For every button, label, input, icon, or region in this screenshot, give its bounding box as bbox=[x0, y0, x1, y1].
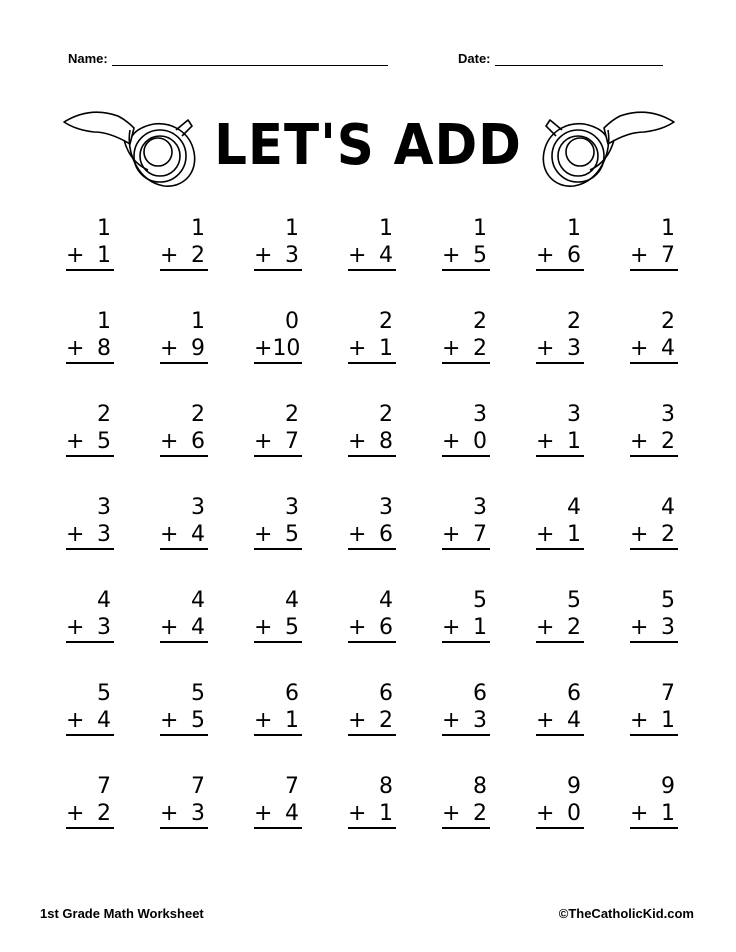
plus-operator: + bbox=[442, 522, 461, 547]
plus-operator: + bbox=[536, 429, 555, 454]
top-addend: 6 bbox=[473, 681, 487, 706]
bottom-addend: 0 bbox=[567, 801, 581, 826]
bottom-addend: 7 bbox=[661, 243, 675, 268]
bottom-addend: 0 bbox=[473, 429, 487, 454]
addition-problem bbox=[630, 309, 678, 402]
plus-operator: + bbox=[348, 801, 367, 826]
bottom-addend: 8 bbox=[97, 336, 111, 361]
answer-line[interactable] bbox=[442, 521, 490, 550]
addition-problem bbox=[442, 774, 490, 867]
problem-grid bbox=[56, 216, 700, 867]
addition-problem bbox=[630, 681, 678, 774]
bottom-addend: 3 bbox=[661, 615, 675, 640]
date-label: Date: bbox=[458, 51, 491, 66]
answer-line[interactable] bbox=[66, 800, 114, 829]
top-addend: 2 bbox=[191, 402, 205, 427]
answer-line[interactable] bbox=[442, 800, 490, 829]
answer-line[interactable] bbox=[160, 335, 208, 364]
addition-problem bbox=[536, 588, 584, 681]
addition-problem bbox=[536, 309, 584, 402]
plus-operator: + bbox=[66, 429, 85, 454]
bottom-addend: 2 bbox=[97, 801, 111, 826]
footer-site-credit: ©TheCatholicKid.com bbox=[558, 906, 694, 921]
top-addend: 4 bbox=[191, 588, 205, 613]
answer-line[interactable] bbox=[442, 614, 490, 643]
addition-problem bbox=[254, 309, 302, 402]
bottom-addend: 2 bbox=[661, 522, 675, 547]
bottom-addend: 3 bbox=[97, 522, 111, 547]
top-addend: 5 bbox=[567, 588, 581, 613]
top-addend: 1 bbox=[473, 216, 487, 241]
answer-line[interactable] bbox=[536, 707, 584, 736]
bottom-addend: 2 bbox=[567, 615, 581, 640]
bottom-addend: 1 bbox=[473, 615, 487, 640]
top-addend: 9 bbox=[567, 774, 581, 799]
plus-operator: + bbox=[254, 801, 273, 826]
plus-operator: + bbox=[254, 429, 273, 454]
top-addend: 2 bbox=[661, 309, 675, 334]
answer-line[interactable] bbox=[536, 800, 584, 829]
plus-operator: + bbox=[630, 708, 649, 733]
addition-problem bbox=[536, 681, 584, 774]
answer-line[interactable] bbox=[630, 428, 678, 457]
bottom-addend: 3 bbox=[567, 336, 581, 361]
addition-problem bbox=[536, 216, 584, 309]
bottom-addend: 9 bbox=[191, 336, 205, 361]
addition-problem bbox=[254, 495, 302, 588]
answer-line[interactable] bbox=[442, 707, 490, 736]
plus-operator: + bbox=[348, 243, 367, 268]
answer-line[interactable] bbox=[66, 428, 114, 457]
answer-line[interactable] bbox=[630, 521, 678, 550]
plus-operator: + bbox=[442, 243, 461, 268]
answer-line[interactable] bbox=[442, 242, 490, 271]
plus-operator: + bbox=[160, 708, 179, 733]
page-title: LET'S ADD bbox=[214, 113, 522, 178]
top-addend: 1 bbox=[97, 216, 111, 241]
top-addend: 8 bbox=[473, 774, 487, 799]
answer-line[interactable] bbox=[66, 707, 114, 736]
top-addend: 3 bbox=[379, 495, 393, 520]
addition-problem bbox=[348, 495, 396, 588]
addition-problem bbox=[66, 402, 114, 495]
addition-problem bbox=[348, 774, 396, 867]
top-addend: 2 bbox=[567, 309, 581, 334]
addition-problem bbox=[254, 681, 302, 774]
date-line[interactable] bbox=[495, 55, 663, 66]
answer-line[interactable] bbox=[254, 428, 302, 457]
addition-problem bbox=[630, 588, 678, 681]
top-addend: 2 bbox=[379, 402, 393, 427]
plus-operator: + bbox=[160, 522, 179, 547]
plus-operator: + bbox=[442, 801, 461, 826]
name-label: Name: bbox=[68, 51, 108, 66]
bottom-addend: 6 bbox=[191, 429, 205, 454]
plus-operator: + bbox=[66, 708, 85, 733]
addition-problem bbox=[254, 588, 302, 681]
top-addend: 5 bbox=[473, 588, 487, 613]
top-addend: 4 bbox=[285, 588, 299, 613]
top-addend: 7 bbox=[661, 681, 675, 706]
bottom-addend: 5 bbox=[473, 243, 487, 268]
addition-problem bbox=[442, 681, 490, 774]
top-addend: 1 bbox=[567, 216, 581, 241]
top-addend: 5 bbox=[191, 681, 205, 706]
plus-operator: + bbox=[348, 708, 367, 733]
plus-operator: + bbox=[348, 615, 367, 640]
answer-line[interactable] bbox=[160, 242, 208, 271]
bottom-addend: 4 bbox=[285, 801, 299, 826]
answer-line[interactable] bbox=[160, 707, 208, 736]
top-addend: 7 bbox=[97, 774, 111, 799]
bottom-addend: 7 bbox=[473, 522, 487, 547]
addition-problem bbox=[630, 402, 678, 495]
answer-line[interactable] bbox=[160, 428, 208, 457]
addition-problem bbox=[66, 309, 114, 402]
answer-line[interactable] bbox=[348, 707, 396, 736]
horn-icon bbox=[540, 100, 678, 194]
bottom-addend: 7 bbox=[285, 429, 299, 454]
answer-line[interactable] bbox=[536, 335, 584, 364]
addition-problem bbox=[160, 588, 208, 681]
answer-line[interactable] bbox=[348, 242, 396, 271]
answer-line[interactable] bbox=[630, 614, 678, 643]
bottom-addend: 1 bbox=[379, 801, 393, 826]
plus-operator: + bbox=[66, 615, 85, 640]
plus-operator: + bbox=[254, 708, 273, 733]
addition-problem bbox=[160, 402, 208, 495]
top-addend: 5 bbox=[661, 588, 675, 613]
answer-line[interactable] bbox=[160, 521, 208, 550]
addition-problem bbox=[442, 402, 490, 495]
plus-operator: + bbox=[630, 615, 649, 640]
plus-operator: + bbox=[536, 801, 555, 826]
addition-problem bbox=[630, 774, 678, 867]
top-addend: 1 bbox=[191, 309, 205, 334]
addition-problem bbox=[442, 588, 490, 681]
plus-operator: + bbox=[66, 801, 85, 826]
top-addend: 7 bbox=[285, 774, 299, 799]
plus-operator: + bbox=[254, 336, 273, 361]
plus-operator: + bbox=[442, 615, 461, 640]
bottom-addend: 6 bbox=[379, 615, 393, 640]
answer-line[interactable] bbox=[536, 521, 584, 550]
plus-operator: + bbox=[442, 708, 461, 733]
top-addend: 2 bbox=[473, 309, 487, 334]
bottom-addend: 5 bbox=[285, 522, 299, 547]
addition-problem bbox=[160, 216, 208, 309]
answer-line[interactable] bbox=[254, 614, 302, 643]
plus-operator: + bbox=[536, 243, 555, 268]
bottom-addend: 2 bbox=[661, 429, 675, 454]
addition-problem bbox=[254, 402, 302, 495]
addition-problem bbox=[348, 216, 396, 309]
addition-problem bbox=[160, 774, 208, 867]
plus-operator: + bbox=[348, 336, 367, 361]
plus-operator: + bbox=[442, 336, 461, 361]
bottom-addend: 1 bbox=[379, 336, 393, 361]
bottom-addend: 4 bbox=[191, 615, 205, 640]
answer-line[interactable] bbox=[254, 335, 302, 364]
addition-problem bbox=[348, 402, 396, 495]
bottom-addend: 3 bbox=[191, 801, 205, 826]
plus-operator: + bbox=[442, 429, 461, 454]
top-addend: 3 bbox=[567, 402, 581, 427]
top-addend: 4 bbox=[567, 495, 581, 520]
plus-operator: + bbox=[630, 429, 649, 454]
plus-operator: + bbox=[160, 801, 179, 826]
answer-line[interactable] bbox=[348, 428, 396, 457]
plus-operator: + bbox=[160, 243, 179, 268]
top-addend: 7 bbox=[191, 774, 205, 799]
bottom-addend: 5 bbox=[285, 615, 299, 640]
addition-problem bbox=[66, 216, 114, 309]
plus-operator: + bbox=[630, 336, 649, 361]
answer-line[interactable] bbox=[442, 428, 490, 457]
bottom-addend: 1 bbox=[285, 708, 299, 733]
bottom-addend: 6 bbox=[567, 243, 581, 268]
bottom-addend: 1 bbox=[661, 801, 675, 826]
plus-operator: + bbox=[254, 522, 273, 547]
answer-line[interactable] bbox=[536, 242, 584, 271]
answer-line[interactable] bbox=[254, 800, 302, 829]
name-line[interactable] bbox=[112, 55, 388, 66]
addition-problem bbox=[536, 495, 584, 588]
top-addend: 1 bbox=[285, 216, 299, 241]
bottom-addend: 3 bbox=[285, 243, 299, 268]
bottom-addend: 2 bbox=[473, 336, 487, 361]
plus-operator: + bbox=[630, 243, 649, 268]
addition-problem bbox=[630, 216, 678, 309]
top-addend: 4 bbox=[379, 588, 393, 613]
bottom-addend: 6 bbox=[379, 522, 393, 547]
bottom-addend: 2 bbox=[379, 708, 393, 733]
answer-line[interactable] bbox=[348, 335, 396, 364]
answer-line[interactable] bbox=[160, 800, 208, 829]
addition-problem bbox=[536, 774, 584, 867]
top-addend: 2 bbox=[379, 309, 393, 334]
bottom-addend: 1 bbox=[567, 522, 581, 547]
top-addend: 3 bbox=[191, 495, 205, 520]
plus-operator: + bbox=[66, 243, 85, 268]
addition-problem bbox=[442, 216, 490, 309]
top-addend: 4 bbox=[661, 495, 675, 520]
answer-line[interactable] bbox=[536, 614, 584, 643]
top-addend: 3 bbox=[473, 402, 487, 427]
bottom-addend: 1 bbox=[567, 429, 581, 454]
addition-problem bbox=[630, 495, 678, 588]
addition-problem bbox=[442, 309, 490, 402]
addition-problem bbox=[442, 495, 490, 588]
top-addend: 3 bbox=[473, 495, 487, 520]
name-field[interactable] bbox=[68, 46, 388, 66]
plus-operator: + bbox=[536, 522, 555, 547]
plus-operator: + bbox=[160, 615, 179, 640]
answer-line[interactable] bbox=[630, 707, 678, 736]
addition-problem bbox=[160, 495, 208, 588]
plus-operator: + bbox=[348, 522, 367, 547]
top-addend: 1 bbox=[97, 309, 111, 334]
answer-line[interactable] bbox=[254, 521, 302, 550]
top-addend: 1 bbox=[661, 216, 675, 241]
answer-line[interactable] bbox=[348, 800, 396, 829]
answer-line[interactable] bbox=[442, 335, 490, 364]
plus-operator: + bbox=[536, 615, 555, 640]
bottom-addend: 1 bbox=[661, 708, 675, 733]
bottom-addend: 4 bbox=[97, 708, 111, 733]
answer-line[interactable] bbox=[630, 242, 678, 271]
top-addend: 0 bbox=[285, 309, 299, 334]
plus-operator: + bbox=[254, 615, 273, 640]
bottom-addend: 2 bbox=[473, 801, 487, 826]
top-addend: 4 bbox=[97, 588, 111, 613]
answer-line[interactable] bbox=[630, 335, 678, 364]
answer-line[interactable] bbox=[160, 614, 208, 643]
bottom-addend: 5 bbox=[97, 429, 111, 454]
date-field[interactable] bbox=[458, 46, 663, 66]
bottom-addend: 4 bbox=[567, 708, 581, 733]
bottom-addend: 4 bbox=[661, 336, 675, 361]
plus-operator: + bbox=[536, 336, 555, 361]
answer-line[interactable] bbox=[66, 614, 114, 643]
top-addend: 5 bbox=[97, 681, 111, 706]
bottom-addend: 5 bbox=[191, 708, 205, 733]
addition-problem bbox=[160, 681, 208, 774]
top-addend: 2 bbox=[285, 402, 299, 427]
addition-problem bbox=[254, 774, 302, 867]
plus-operator: + bbox=[630, 522, 649, 547]
top-addend: 6 bbox=[379, 681, 393, 706]
top-addend: 3 bbox=[97, 495, 111, 520]
addition-problem bbox=[66, 495, 114, 588]
answer-line[interactable] bbox=[254, 707, 302, 736]
top-addend: 1 bbox=[191, 216, 205, 241]
bottom-addend: 10 bbox=[272, 336, 301, 361]
plus-operator: + bbox=[160, 429, 179, 454]
plus-operator: + bbox=[160, 336, 179, 361]
plus-operator: + bbox=[630, 801, 649, 826]
answer-line[interactable] bbox=[630, 800, 678, 829]
addition-problem bbox=[254, 216, 302, 309]
answer-line[interactable] bbox=[66, 335, 114, 364]
plus-operator: + bbox=[536, 708, 555, 733]
answer-line[interactable] bbox=[66, 521, 114, 550]
addition-problem bbox=[66, 681, 114, 774]
answer-line[interactable] bbox=[348, 614, 396, 643]
addition-problem bbox=[160, 309, 208, 402]
answer-line[interactable] bbox=[66, 242, 114, 271]
addition-problem bbox=[536, 402, 584, 495]
bottom-addend: 1 bbox=[97, 243, 111, 268]
top-addend: 3 bbox=[661, 402, 675, 427]
bottom-addend: 4 bbox=[379, 243, 393, 268]
plus-operator: + bbox=[348, 429, 367, 454]
addition-problem bbox=[348, 309, 396, 402]
bottom-addend: 3 bbox=[473, 708, 487, 733]
bottom-addend: 4 bbox=[191, 522, 205, 547]
bottom-addend: 2 bbox=[191, 243, 205, 268]
bottom-addend: 8 bbox=[379, 429, 393, 454]
addition-problem bbox=[348, 588, 396, 681]
addition-problem bbox=[348, 681, 396, 774]
top-addend: 9 bbox=[661, 774, 675, 799]
plus-operator: + bbox=[254, 243, 273, 268]
addition-problem bbox=[66, 588, 114, 681]
top-addend: 2 bbox=[97, 402, 111, 427]
addition-problem bbox=[66, 774, 114, 867]
answer-line[interactable] bbox=[254, 242, 302, 271]
top-addend: 6 bbox=[285, 681, 299, 706]
bottom-addend: 3 bbox=[97, 615, 111, 640]
answer-line[interactable] bbox=[348, 521, 396, 550]
top-addend: 8 bbox=[379, 774, 393, 799]
top-addend: 3 bbox=[285, 495, 299, 520]
top-addend: 1 bbox=[379, 216, 393, 241]
top-addend: 6 bbox=[567, 681, 581, 706]
footer-grade-label: 1st Grade Math Worksheet bbox=[40, 906, 204, 921]
plus-operator: + bbox=[66, 522, 85, 547]
plus-operator: + bbox=[66, 336, 85, 361]
answer-line[interactable] bbox=[536, 428, 584, 457]
